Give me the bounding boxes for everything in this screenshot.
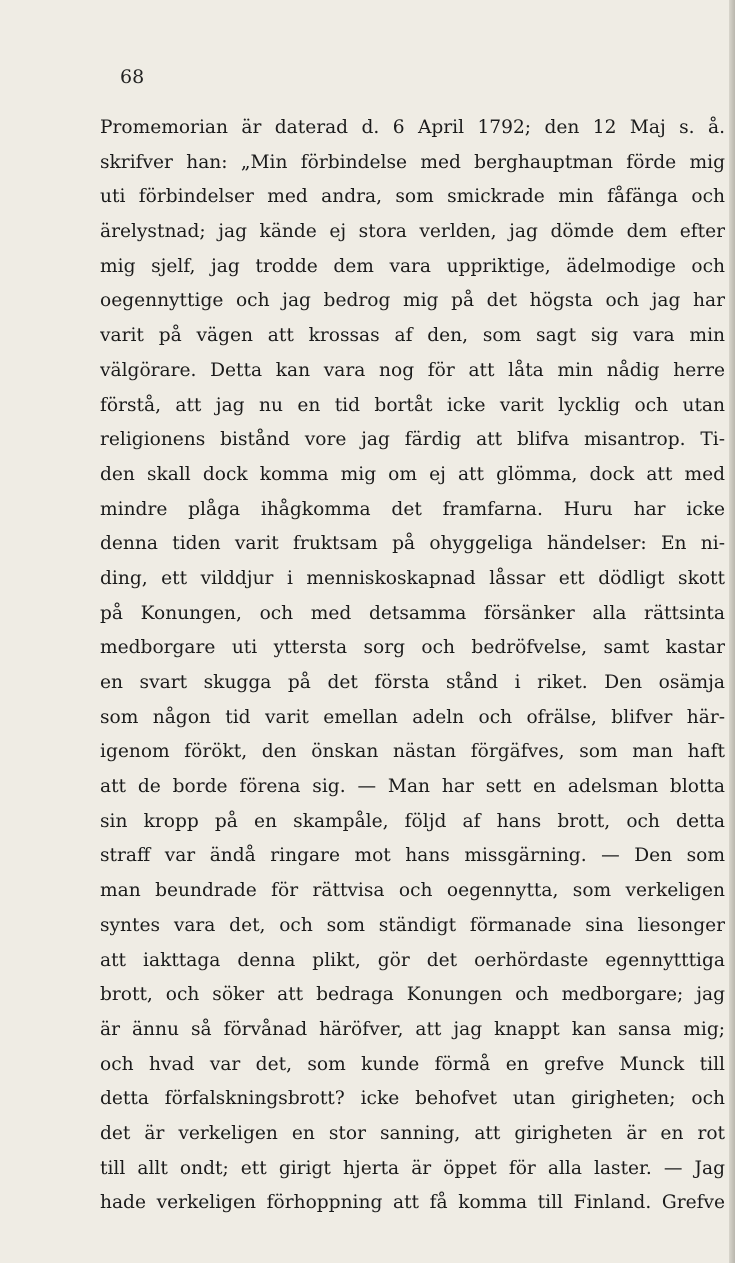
text-line: på Konungen, och med detsamma försänker alla rättsinta xyxy=(100,602,725,624)
text-line: man beundrade för rättvisa och oegennytta, som verkeligen xyxy=(100,880,725,902)
text-line: förstå, att jag nu en tid bortåt icke varit lycklig och utan xyxy=(100,394,725,416)
text-line: detta förfalskningsbrott? icke behofvet utan girigheten; och xyxy=(100,1088,725,1110)
text-line: att de borde förena sig. — Man har sett en adelsman blotta xyxy=(100,776,725,798)
text-line: medborgare uti yttersta sorg och bedröfvelse, samt kastar xyxy=(100,637,725,659)
text-line: är ännu så förvånad häröfver, att jag knappt kan sansa mig; xyxy=(100,1018,725,1040)
text-line: religionens bistånd vore jag färdig att blifva misantrop. Ti- xyxy=(100,429,725,451)
text-line: straff var ändå ringare mot hans missgärning. — Den som xyxy=(100,845,725,867)
text-line: denna tiden varit fruktsam på ohyggeliga händelser: En ni- xyxy=(100,533,725,555)
text-line: brott, och söker att bedraga Konungen och medborgare; jag xyxy=(100,984,725,1006)
text-line: skrifver han: „Min förbindelse med berghauptman förde mig xyxy=(100,151,725,173)
text-line: den skall dock komma mig om ej att glömma, dock att med xyxy=(100,463,725,485)
text-line: varit på vägen att krossas af den, som sagt sig vara min xyxy=(100,325,725,347)
text-line: att iakttaga denna plikt, gör det oerhördaste egennytttiga xyxy=(100,949,725,971)
text-line: oegennyttige och jag bedrog mig på det högsta och jag har xyxy=(100,290,725,312)
text-line: Promemorian är daterad d. 6 April 1792; den 12 Maj s. å. xyxy=(100,117,725,138)
text-line: uti förbindelser med andra, som smickrade min fåfänga och xyxy=(100,186,725,208)
text-line: ärelystnad; jag kände ej stora verlden, jag dömde dem efter xyxy=(100,221,725,243)
page-number: 68 xyxy=(120,66,145,88)
body-text xyxy=(100,111,725,1221)
text-line: till allt ondt; ett girigt hjerta är öppet för alla laster. — Jag xyxy=(100,1157,725,1179)
text-line: som någon tid varit emellan adeln och ofrälse, blifver här- xyxy=(100,706,725,728)
text-line: mindre plåga ihågkomma det framfarna. Huru har icke xyxy=(100,498,725,520)
text-line: ding, ett vilddjur i menniskoskapnad låssar ett dödligt skott xyxy=(100,567,725,589)
text-line: sin kropp på en skampåle, följd af hans brott, och detta xyxy=(100,810,725,832)
text-line: syntes vara det, och som ständigt förmanade sina liesonger xyxy=(100,914,725,936)
text-line: mig sjelf, jag trodde dem vara uppriktige, ädelmodige och xyxy=(100,255,725,277)
text-line: en svart skugga på det första stånd i riket. Den osämja xyxy=(100,672,725,693)
text-line: välgörare. Detta kan vara nog för att låta min nådig herre xyxy=(100,359,725,381)
page-edge xyxy=(729,0,735,1263)
text-line: och hvad var det, som kunde förmå en grefve Munck till xyxy=(100,1053,725,1075)
text-line: igenom förökt, den önskan nästan förgäfves, som man haft xyxy=(100,741,725,763)
text-line: hade verkeligen förhoppning att få komma till Finland. Grefve xyxy=(100,1192,725,1214)
text-line: det är verkeligen en stor sanning, att girigheten är en rot xyxy=(100,1122,725,1144)
